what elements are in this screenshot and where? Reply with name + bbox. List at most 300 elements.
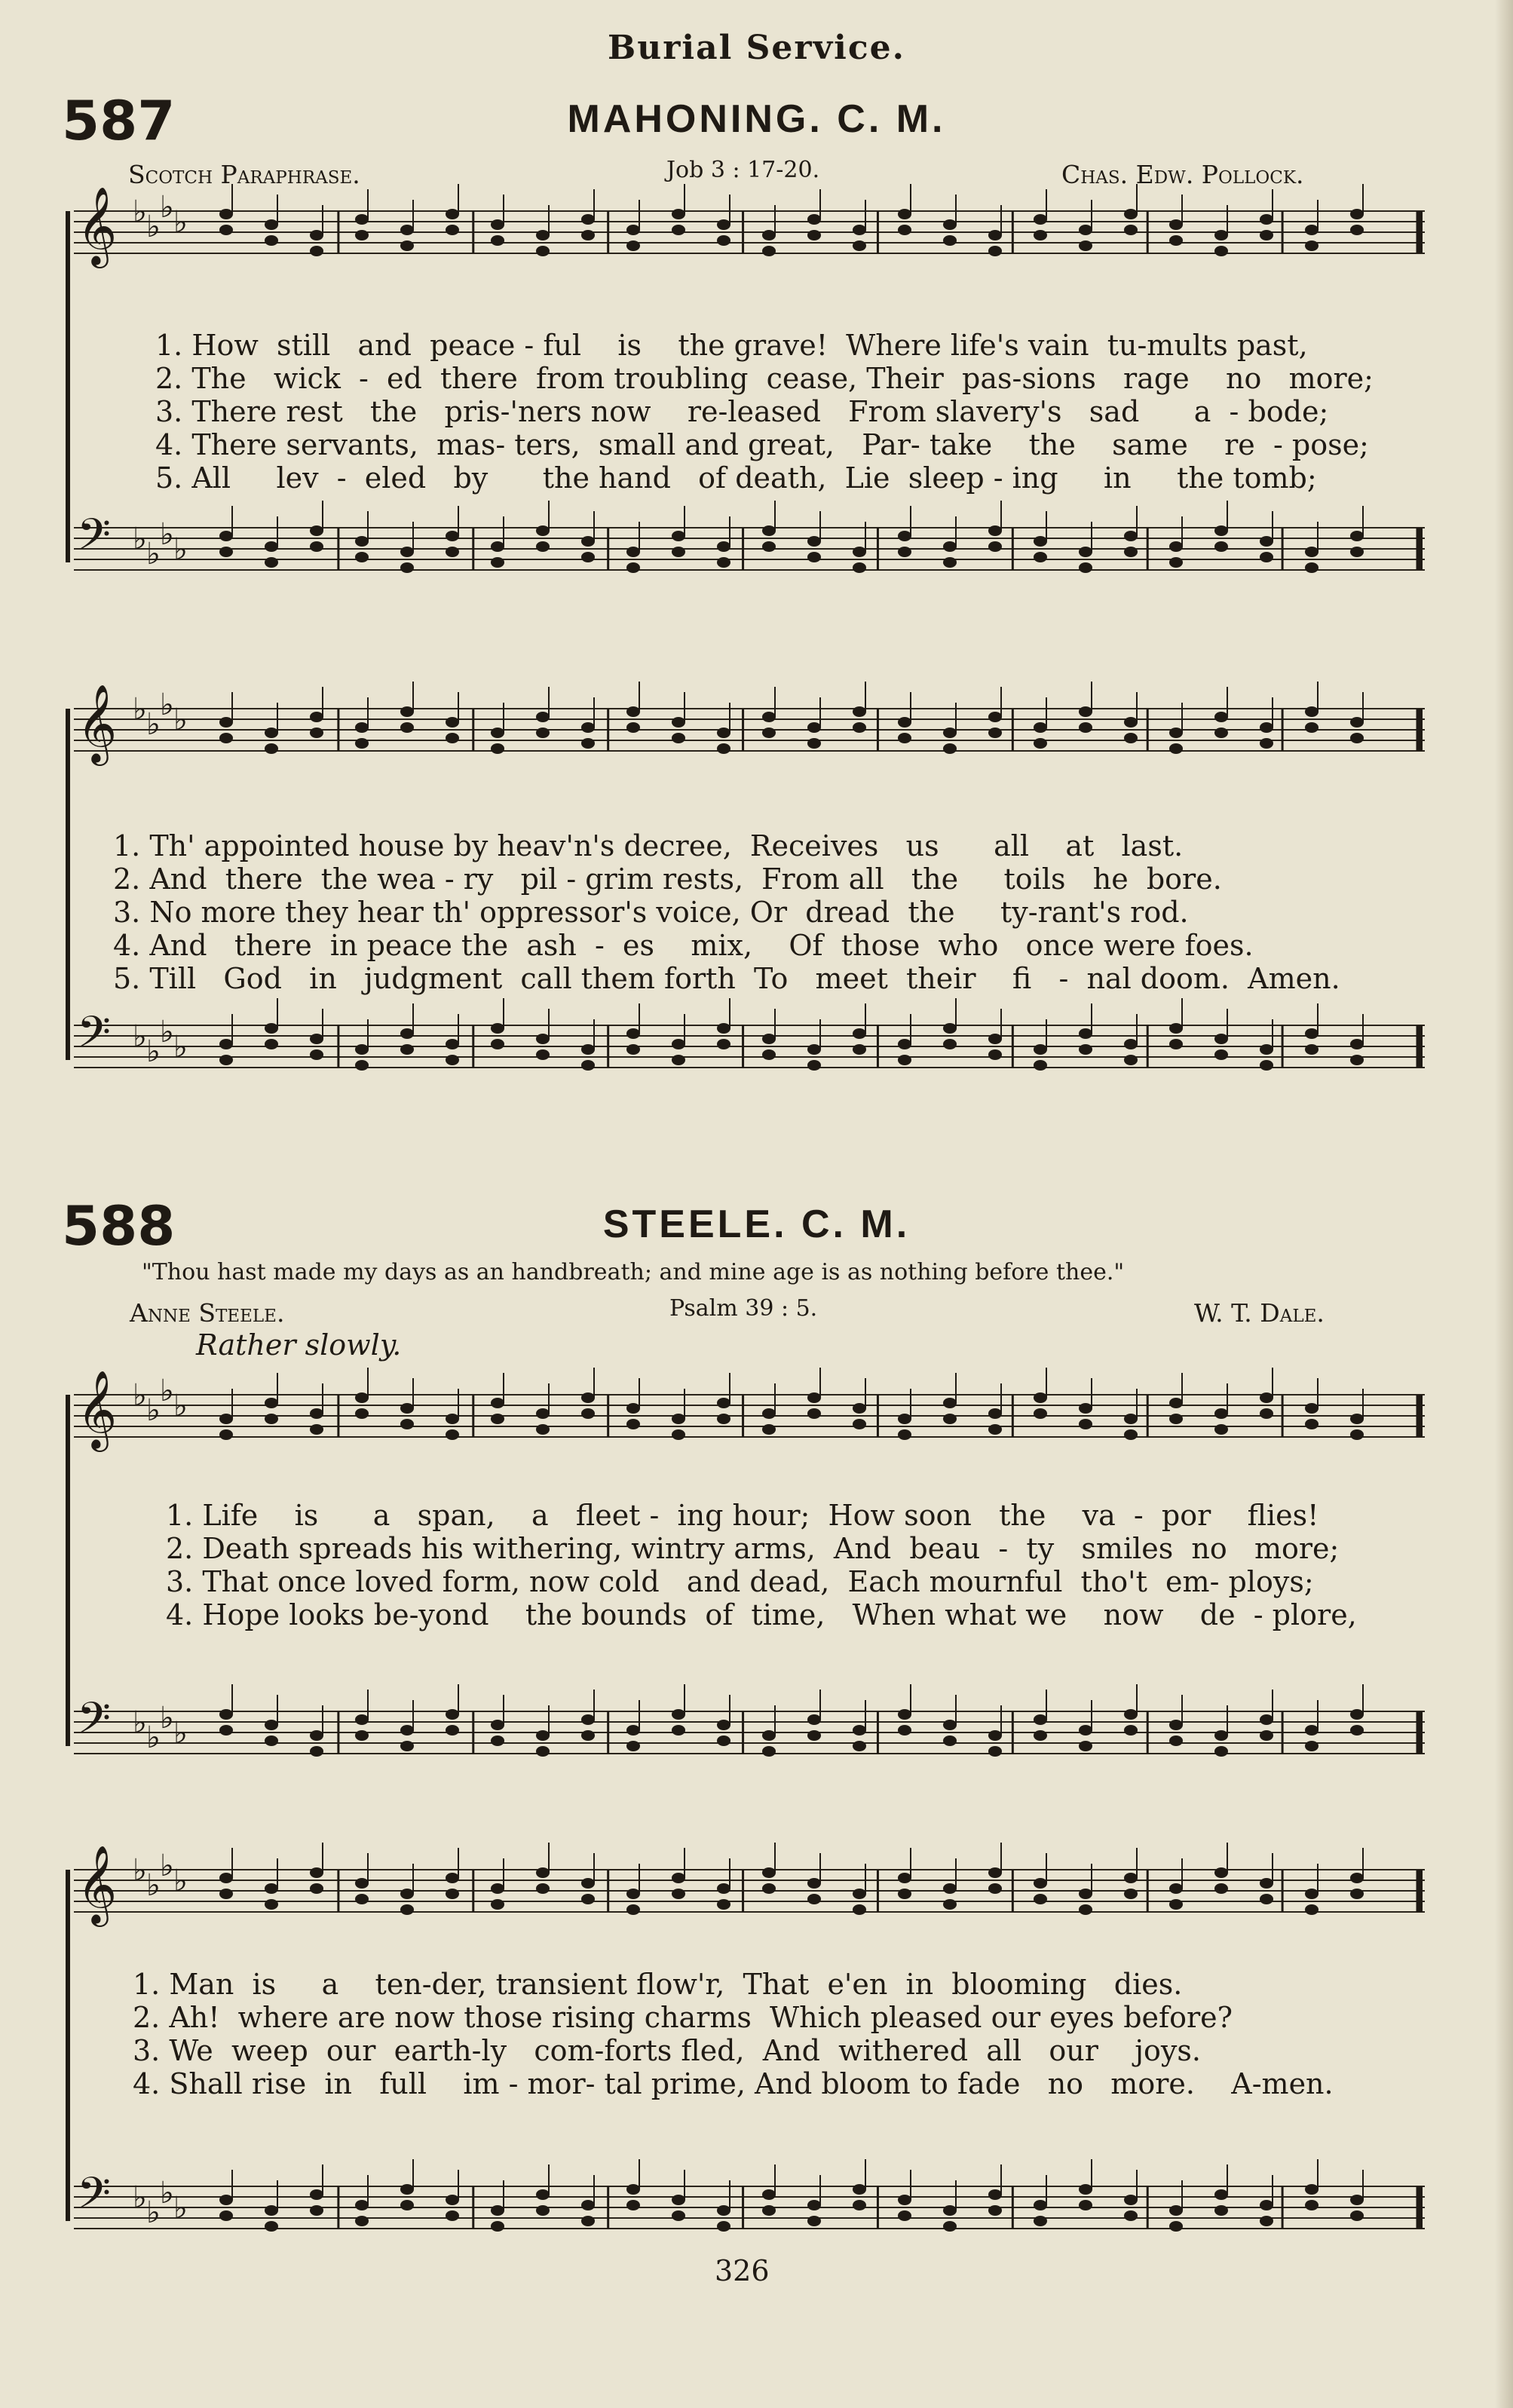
note-head	[581, 1408, 595, 1419]
flat-icon: ♭	[146, 1868, 161, 1903]
note-head	[1124, 225, 1138, 235]
note-head	[310, 712, 323, 722]
note-head	[491, 1736, 504, 1746]
note-head	[1260, 1392, 1273, 1403]
note-head	[491, 219, 504, 230]
note-head	[898, 2195, 911, 2205]
note-head	[943, 1899, 957, 1910]
note-head	[400, 547, 414, 557]
note-head	[807, 1044, 821, 1055]
note-head	[491, 557, 504, 568]
note-head	[1305, 225, 1319, 235]
note-head	[1034, 738, 1047, 749]
note-head	[355, 722, 369, 733]
note-head	[355, 1714, 369, 1725]
note-head	[1214, 525, 1228, 536]
note-head	[310, 525, 323, 536]
note-head	[626, 2184, 640, 2195]
note-head	[355, 536, 369, 547]
note-head	[265, 2205, 278, 2216]
note-head	[1305, 2184, 1319, 2195]
note-head	[672, 209, 685, 219]
note-head	[853, 1889, 866, 1899]
note-head	[626, 225, 640, 235]
treble-clef-icon: 𝄞	[77, 684, 118, 763]
note-head	[310, 1034, 323, 1044]
flat-icon: ♭	[146, 1393, 161, 1428]
note-head	[898, 531, 911, 541]
note-head	[265, 1736, 278, 1746]
note-head	[717, 1899, 730, 1910]
note-head	[355, 1878, 369, 1889]
note-head	[1079, 562, 1092, 573]
note-head	[717, 541, 730, 552]
note-head	[1079, 722, 1092, 733]
note-head	[310, 2205, 323, 2216]
note-head	[1169, 1883, 1183, 1894]
note-head	[491, 1883, 504, 1894]
note-head	[1034, 2200, 1047, 2210]
note-head	[626, 706, 640, 717]
note-head	[807, 214, 821, 225]
flat-icon: ♭	[173, 205, 188, 240]
note-head	[762, 712, 776, 722]
flat-icon: ♭	[146, 1720, 161, 1755]
flat-icon: ♭	[133, 1853, 147, 1888]
note-head	[1079, 2184, 1092, 2195]
note-head	[672, 1873, 685, 1883]
note-head	[355, 1392, 369, 1403]
note-head	[672, 1889, 685, 1899]
note-head	[762, 1867, 776, 1878]
note-head	[717, 557, 730, 568]
note-head	[219, 2195, 233, 2205]
note-head	[581, 738, 595, 749]
note-head	[1350, 733, 1364, 743]
note-head	[1214, 2189, 1228, 2200]
note-head	[446, 225, 459, 235]
stanza-line: 2. Death spreads his withering, wintry arms, And beau - ty smiles no more;	[166, 1532, 1340, 1565]
note-head	[717, 1414, 730, 1424]
note-head	[943, 1736, 957, 1746]
note-head	[988, 525, 1002, 536]
note-head	[491, 541, 504, 552]
note-head	[853, 1419, 866, 1429]
note-head	[626, 722, 640, 733]
note-head	[1079, 1904, 1092, 1915]
note-head	[807, 552, 821, 562]
note-head	[1214, 1730, 1228, 1741]
note-head	[988, 728, 1002, 738]
note-head	[943, 557, 957, 568]
note-head	[536, 712, 550, 722]
stanza-line: 3. There rest the pris-'ners now re-leased From slavery's sad a - bode;	[155, 395, 1329, 428]
note-head	[988, 1883, 1002, 1894]
stanza-line: 2. And there the wea - ry pil - grim rests, From all the toils he bore.	[113, 862, 1222, 896]
note-head	[1034, 1730, 1047, 1741]
note-head	[219, 547, 233, 557]
note-head	[762, 246, 776, 256]
note-head	[1214, 1034, 1228, 1044]
note-head	[536, 728, 550, 738]
note-head	[446, 2210, 459, 2221]
note-head	[762, 1034, 776, 1044]
flat-icon: ♭	[160, 1849, 174, 1883]
note-head	[355, 2216, 369, 2226]
note-head	[1214, 1049, 1228, 1060]
note-head	[355, 1730, 369, 1741]
note-head	[762, 1424, 776, 1435]
note-head	[1305, 2200, 1319, 2210]
note-head	[898, 547, 911, 557]
note-head	[1034, 1894, 1047, 1904]
note-head	[491, 728, 504, 738]
note-head	[1260, 552, 1273, 562]
note-head	[1079, 1419, 1092, 1429]
note-head	[265, 1414, 278, 1424]
note-head	[762, 1049, 776, 1060]
note-head	[672, 717, 685, 728]
note-head	[1169, 1899, 1183, 1910]
flat-icon: ♭	[133, 1378, 147, 1413]
note-head	[1350, 225, 1364, 235]
stanza-line: 1. Th' appointed house by heav'n's decree, Receives us all at last.	[113, 829, 1184, 862]
words-author: Anne Steele.	[130, 1298, 285, 1328]
note-head	[219, 1055, 233, 1065]
note-head	[219, 1039, 233, 1049]
note-head	[1214, 1867, 1228, 1878]
note-head	[898, 1709, 911, 1720]
flat-icon: ♭	[146, 1034, 161, 1069]
note-head	[672, 547, 685, 557]
note-head	[807, 1714, 821, 1725]
note-head	[1034, 230, 1047, 240]
note-head	[717, 1398, 730, 1408]
note-head	[219, 1429, 233, 1440]
note-head	[1305, 240, 1319, 251]
note-head	[1079, 1403, 1092, 1414]
tune-name: STEELE. C. M.	[602, 1202, 911, 1246]
note-head	[988, 1049, 1002, 1060]
note-head	[219, 733, 233, 743]
note-head	[898, 717, 911, 728]
note-head	[1169, 557, 1183, 568]
note-head	[672, 1414, 685, 1424]
note-head	[446, 1429, 459, 1440]
note-head	[807, 1730, 821, 1741]
note-head	[626, 1403, 640, 1414]
flat-icon: ♭	[133, 1019, 147, 1054]
note-head	[1260, 1878, 1273, 1889]
note-head	[1034, 1714, 1047, 1725]
note-head	[400, 1028, 414, 1039]
note-head	[1124, 1725, 1138, 1736]
note-head	[672, 2195, 685, 2205]
note-head	[1214, 728, 1228, 738]
note-head	[626, 1741, 640, 1751]
note-head	[1124, 531, 1138, 541]
flat-icon: ♭	[173, 703, 188, 737]
note-head	[1305, 1741, 1319, 1751]
note-head	[1260, 536, 1273, 547]
note-head	[717, 2205, 730, 2216]
note-head	[898, 209, 911, 219]
flat-icon: ♭	[160, 1701, 174, 1736]
note-head	[1350, 1429, 1364, 1440]
note-head	[581, 1894, 595, 1904]
note-head	[310, 1730, 323, 1741]
note-head	[265, 1720, 278, 1730]
note-head	[988, 1867, 1002, 1878]
note-head	[1260, 738, 1273, 749]
bass-clef-icon: 𝄢	[77, 1006, 112, 1068]
stanza-line: 5. Till God in judgment call them forth To meet their fi - nal doom. Amen.	[113, 962, 1340, 995]
note-head	[672, 225, 685, 235]
note-head	[1260, 722, 1273, 733]
treble-clef-icon: 𝄞	[77, 186, 118, 265]
note-head	[762, 1883, 776, 1894]
stanza-line: 1. Man is a ten-der, transient flow'r, That e'en in blooming dies.	[133, 1968, 1183, 2001]
note-head	[1305, 1889, 1319, 1899]
note-head	[355, 1408, 369, 1419]
note-head	[1124, 1889, 1138, 1899]
note-head	[581, 1392, 595, 1403]
note-head	[1079, 1044, 1092, 1055]
note-head	[717, 1883, 730, 1894]
flat-icon: ♭	[160, 1015, 174, 1049]
note-head	[491, 1720, 504, 1730]
note-head	[762, 541, 776, 552]
note-head	[1169, 1736, 1183, 1746]
flat-icon: ♭	[133, 522, 147, 556]
note-head	[1260, 2216, 1273, 2226]
note-head	[853, 1044, 866, 1055]
note-head	[446, 1709, 459, 1720]
note-head	[626, 562, 640, 573]
flat-icon: ♭	[133, 692, 147, 727]
note-head	[355, 230, 369, 240]
note-head	[1169, 1398, 1183, 1408]
note-head	[1169, 743, 1183, 754]
note-head	[400, 240, 414, 251]
note-head	[717, 728, 730, 738]
words-author: Scotch Paraphrase.	[128, 160, 360, 189]
note-head	[536, 541, 550, 552]
note-head	[1034, 1408, 1047, 1419]
note-head	[355, 738, 369, 749]
note-head	[1260, 1894, 1273, 1904]
flat-icon: ♭	[160, 1374, 174, 1408]
stanza-line: 1. Life is a span, a fleet - ing hour; How soon the va - por flies!	[166, 1499, 1319, 1532]
note-head	[446, 209, 459, 219]
note-head	[1260, 230, 1273, 240]
note-head	[400, 562, 414, 573]
note-head	[355, 1044, 369, 1055]
bass-clef-icon: 𝄢	[77, 2168, 112, 2229]
note-head	[943, 1023, 957, 1034]
note-head	[219, 1889, 233, 1899]
note-head	[1034, 1878, 1047, 1889]
stanza-line: 2. The wick - ed there from troubling cease, Their pas-sions rage no more;	[155, 362, 1374, 395]
note-head	[943, 1414, 957, 1424]
note-head	[355, 552, 369, 562]
note-head	[1350, 1055, 1364, 1065]
stanza-line: 4. And there in peace the ash - es mix, Of those who once were foes.	[113, 929, 1254, 962]
note-head	[762, 1746, 776, 1757]
note-head	[1350, 547, 1364, 557]
note-head	[1350, 209, 1364, 219]
note-head	[446, 531, 459, 541]
note-head	[672, 2210, 685, 2221]
stanza-line: 3. No more they hear th' oppressor's voice, Or dread the ty-rant's rod.	[113, 896, 1189, 929]
note-head	[400, 2184, 414, 2195]
note-head	[717, 1736, 730, 1746]
note-head	[400, 1044, 414, 1055]
note-head	[898, 1055, 911, 1065]
epigraph: "Thou hast made my days as an handbreath; and mine age is as nothing before thee."	[142, 1259, 1125, 1285]
note-head	[1124, 733, 1138, 743]
flat-icon: ♭	[146, 707, 161, 742]
flat-icon: ♭	[146, 2195, 161, 2230]
note-head	[536, 1424, 550, 1435]
note-head	[310, 230, 323, 240]
note-head	[1305, 1403, 1319, 1414]
note-head	[943, 2205, 957, 2216]
note-head	[626, 1889, 640, 1899]
note-head	[536, 525, 550, 536]
note-head	[1124, 547, 1138, 557]
note-head	[988, 246, 1002, 256]
tempo-marking: Rather slowly.	[196, 1328, 402, 1362]
note-head	[446, 733, 459, 743]
note-head	[219, 1725, 233, 1736]
note-head	[581, 536, 595, 547]
note-head	[310, 1049, 323, 1060]
note-head	[1169, 728, 1183, 738]
note-head	[1350, 1873, 1364, 1883]
note-head	[581, 1730, 595, 1741]
stanza-line: 5. All lev - eled by the hand of death, Lie sleep - ing in the tomb;	[155, 461, 1317, 495]
note-head	[265, 235, 278, 246]
note-head	[807, 230, 821, 240]
note-head	[1124, 209, 1138, 219]
page-number: 326	[715, 2254, 770, 2287]
note-head	[581, 722, 595, 733]
note-head	[1079, 240, 1092, 251]
note-head	[1169, 541, 1183, 552]
note-head	[988, 712, 1002, 722]
note-head	[988, 1408, 1002, 1419]
note-head	[581, 1060, 595, 1071]
note-head	[265, 1023, 278, 1034]
note-head	[355, 2200, 369, 2210]
note-head	[1169, 1023, 1183, 1034]
note-head	[1214, 230, 1228, 240]
note-head	[536, 2205, 550, 2216]
note-head	[898, 1725, 911, 1736]
note-head	[1124, 717, 1138, 728]
note-head	[672, 1055, 685, 1065]
note-head	[1124, 1873, 1138, 1883]
note-head	[581, 552, 595, 562]
note-head	[265, 1398, 278, 1408]
flat-icon: ♭	[160, 688, 174, 722]
note-head	[762, 230, 776, 240]
note-head	[672, 531, 685, 541]
note-head	[717, 2221, 730, 2232]
note-head	[400, 1889, 414, 1899]
note-head	[898, 1889, 911, 1899]
note-head	[536, 1034, 550, 1044]
flat-icon: ♭	[160, 190, 174, 225]
note-head	[1214, 712, 1228, 722]
note-head	[1305, 562, 1319, 573]
bass-clef-icon: 𝄢	[77, 1693, 112, 1754]
note-head	[1034, 214, 1047, 225]
note-head	[536, 1408, 550, 1419]
note-head	[581, 1714, 595, 1725]
note-head	[1034, 2216, 1047, 2226]
note-head	[807, 738, 821, 749]
note-head	[762, 2189, 776, 2200]
note-head	[1169, 1720, 1183, 1730]
note-head	[1124, 1414, 1138, 1424]
flat-icon: ♭	[133, 2180, 147, 2215]
note-head	[355, 214, 369, 225]
note-head	[626, 547, 640, 557]
tune-name: MAHONING. C. M.	[567, 97, 946, 141]
note-head	[898, 1873, 911, 1883]
note-head	[762, 1408, 776, 1419]
note-head	[1214, 1883, 1228, 1894]
note-head	[219, 531, 233, 541]
note-head	[310, 1867, 323, 1878]
note-head	[491, 1039, 504, 1049]
note-head	[762, 728, 776, 738]
note-head	[581, 2216, 595, 2226]
note-head	[310, 246, 323, 256]
note-head	[1260, 1714, 1273, 1725]
note-head	[762, 525, 776, 536]
note-head	[581, 1878, 595, 1889]
note-head	[1305, 547, 1319, 557]
note-head	[400, 706, 414, 717]
note-head	[1350, 2195, 1364, 2205]
note-head	[672, 1725, 685, 1736]
note-head	[400, 225, 414, 235]
note-head	[536, 1049, 550, 1060]
note-head	[446, 1725, 459, 1736]
note-head	[1079, 1725, 1092, 1736]
note-head	[1124, 1709, 1138, 1720]
note-head	[1079, 1889, 1092, 1899]
note-head	[988, 1424, 1002, 1435]
flat-icon: ♭	[173, 1389, 188, 1423]
note-head	[491, 2221, 504, 2232]
note-head	[219, 209, 233, 219]
note-head	[1169, 2221, 1183, 2232]
note-head	[265, 728, 278, 738]
note-head	[400, 722, 414, 733]
note-head	[1305, 1044, 1319, 1055]
note-head	[853, 1403, 866, 1414]
note-head	[1079, 706, 1092, 717]
stanza-line: 1. How still and peace - ful is the grave! Where life's vain tu-mults past,	[155, 329, 1308, 362]
note-head	[1034, 1392, 1047, 1403]
note-head	[988, 1746, 1002, 1757]
note-head	[626, 1028, 640, 1039]
note-head	[717, 219, 730, 230]
